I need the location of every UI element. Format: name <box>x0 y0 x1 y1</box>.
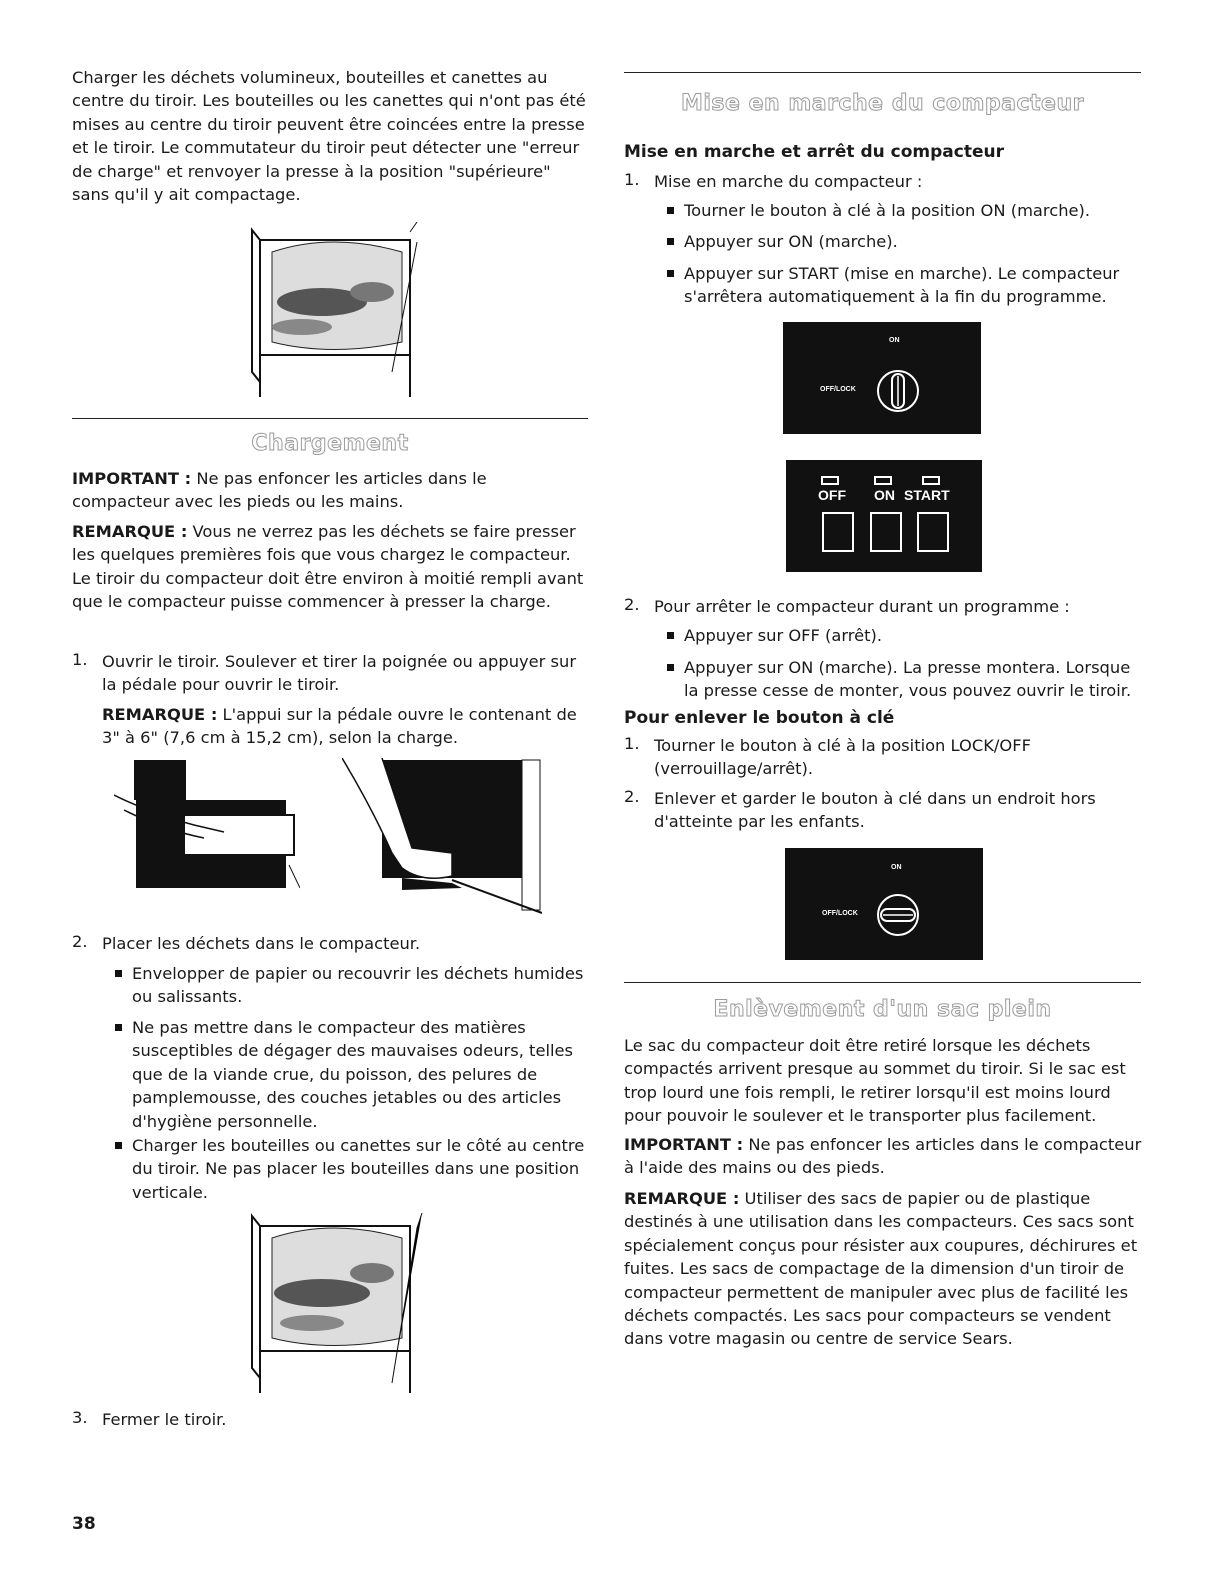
key-step-2-text: Enlever et garder le bouton à clé dans un endroit hors d'atteinte par les enfants. <box>654 789 1096 832</box>
key-knob-icon[interactable] <box>875 368 921 414</box>
bullet-marker <box>667 238 674 245</box>
start-bullet-1: Tourner le bouton à clé à la position ON (marche). <box>684 201 1091 220</box>
off-indicator-icon <box>821 476 839 485</box>
important-label: IMPORTANT : <box>72 469 192 488</box>
panel-offlock-label: OFF/LOCK <box>820 386 856 393</box>
subhead-marche-arret: Mise en marche et arrêt du compacteur <box>624 142 1004 162</box>
divider <box>624 72 1141 73</box>
step-1-text: Ouvrir le tiroir. Soulever et tirer la poignée ou appuyer sur la pédale pour ouvrir le tiroir. <box>102 652 577 695</box>
start-button[interactable] <box>917 512 949 552</box>
bullet-marker <box>115 1142 122 1149</box>
step-1-note <box>102 703 590 750</box>
step-2-bullet-1: Envelopper de papier ou recouvrir les déchets humides ou salissants. <box>132 964 584 1007</box>
start-step-1-number: 1. <box>624 170 640 189</box>
stop-bullet-1: Appuyer sur OFF (arrêt). <box>684 626 883 645</box>
start-indicator-icon <box>922 476 940 485</box>
start-label: START <box>904 487 950 503</box>
key-switch-panel-on <box>783 322 981 434</box>
remarque-note <box>624 1187 1144 1351</box>
on-label: ON <box>874 487 895 503</box>
key-step-2-number: 2. <box>624 787 640 806</box>
divider <box>72 418 588 419</box>
remarque-label: REMARQUE : <box>72 522 188 541</box>
key-step-1-text: Tourner le bouton à clé à la position LOCK/OFF (verrouillage/arrêt). <box>654 736 1031 779</box>
on-button[interactable] <box>870 512 902 552</box>
start-bullet-2: Appuyer sur ON (marche). <box>684 232 898 251</box>
key-switch-panel-offlock <box>785 848 983 960</box>
important-note <box>72 467 587 514</box>
subhead-enlever-bouton: Pour enlever le bouton à clé <box>624 708 895 728</box>
off-button[interactable] <box>822 512 854 552</box>
step-2-bullet-3: Charger les bouteilles ou canettes sur le côté au centre du tiroir. Ne pas placer les bouteilles dans une position verticale. <box>132 1136 585 1202</box>
panel-on-label: ON <box>891 864 902 871</box>
important-note <box>624 1133 1144 1180</box>
section-title-enlevement-sac: Enlèvement d'un sac plein <box>713 997 1052 1022</box>
pedal-illustration <box>342 758 542 918</box>
step-1-note-label: REMARQUE : <box>102 705 218 724</box>
step-3-text: Fermer le tiroir. <box>102 1410 227 1429</box>
remarque-note <box>72 520 587 614</box>
bullet-marker <box>667 270 674 277</box>
bullet-marker <box>667 207 674 214</box>
stop-step-text: Pour arrêter le compacteur durant un programme : <box>654 597 1070 616</box>
on-indicator-icon <box>874 476 892 485</box>
key-knob-icon[interactable] <box>875 892 921 938</box>
remarque-text: Vous ne verrez pas les déchets se faire presser les quelques premières fois que vous chargez le compacteur. Le tiroir du compacteur doit être environ à moitié rempli avant que le compacteur puisse commencer à presser la charge. <box>72 522 584 612</box>
key-step-1-number: 1. <box>624 734 640 753</box>
drawer-bottles-illustration <box>242 1208 432 1398</box>
important-text: Ne pas enfoncer les articles dans le compacteur avec les pieds ou les mains. <box>72 469 487 512</box>
remarque-label: REMARQUE : <box>624 1189 740 1208</box>
divider <box>624 982 1141 983</box>
important-label: IMPORTANT : <box>624 1135 744 1154</box>
drawer-bag-illustration <box>242 222 432 402</box>
step-3-number: 3. <box>72 1408 88 1427</box>
page-number: 38 <box>72 1514 96 1534</box>
off-label: OFF <box>818 487 846 503</box>
step-1-note-text: L'appui sur la pédale ouvre le contenant de 3" à 6" (7,6 cm à 15,2 cm), selon la charge. <box>102 705 577 748</box>
step-2-bullet-2: Ne pas mettre dans le compacteur des matières susceptibles de dégager des mauvaises odeurs, telles que de la viande crue, du poisson, des pelures de pamplemousse, des couches jetables ou des articles d'hygiène personnelle. <box>132 1018 574 1131</box>
step-2-text: Placer les déchets dans le compacteur. <box>102 934 421 953</box>
bullet-marker <box>667 664 674 671</box>
stop-step-number: 2. <box>624 595 640 614</box>
intro-paragraph: Charger les déchets volumineux, bouteilles et canettes au centre du tiroir. Les bouteilles ou les canettes qui n'ont pas été mises au centre du tiroir peuvent être coincées entre la presse et le tiroir. Le commutateur du tiroir peut détecter une "erreur de charge" et renvoyer la presse à la position "supérieure" sans qu'il y ait compactage. <box>72 68 586 205</box>
control-buttons-panel <box>786 460 982 572</box>
panel-offlock-label: OFF/LOCK <box>822 910 858 917</box>
remarque-text: Utiliser des sacs de papier ou de plastique destinés à une utilisation dans les compacteurs. Ces sacs sont spécialement conçus pour résister aux coupures, déchirures et fuites. Les sacs de compactage de la dimension d'un tiroir de compacteur permettent de manipuler avec plus de facilité les déchets compactés. Les sacs pour compacteurs se vendent dans votre magasin ou centre de service Sears. <box>624 1189 1138 1349</box>
bullet-marker <box>115 970 122 977</box>
start-bullet-3: Appuyer sur START (mise en marche). Le compacteur s'arrêtera automatiquement à la fin du programme. <box>684 264 1120 307</box>
bullet-marker <box>115 1024 122 1031</box>
important-text: Ne pas enfoncer les articles dans le compacteur à l'aide des mains ou des pieds. <box>624 1135 1142 1178</box>
bag-removal-paragraph: Le sac du compacteur doit être retiré lorsque les déchets compactés arrivent presque au sommet du tiroir. Si le sac est trop lourd une fois rempli, le retirer lorsqu'il est moins lourd pour pouvoir le soulever et le transporter plus facilement. <box>624 1036 1126 1126</box>
panel-on-label: ON <box>889 337 900 344</box>
bullet-marker <box>667 632 674 639</box>
step-2-number: 2. <box>72 932 88 951</box>
section-title-chargement: Chargement <box>251 431 409 456</box>
step-1-number: 1. <box>72 650 88 669</box>
handle-illustration <box>114 760 300 890</box>
section-title-mise-en-marche: Mise en marche du compacteur <box>681 91 1084 116</box>
start-step-1-text: Mise en marche du compacteur : <box>654 172 923 191</box>
stop-bullet-2: Appuyer sur ON (marche). La presse montera. Lorsque la presse cesse de monter, vous pouvez ouvrir le tiroir. <box>684 658 1132 701</box>
